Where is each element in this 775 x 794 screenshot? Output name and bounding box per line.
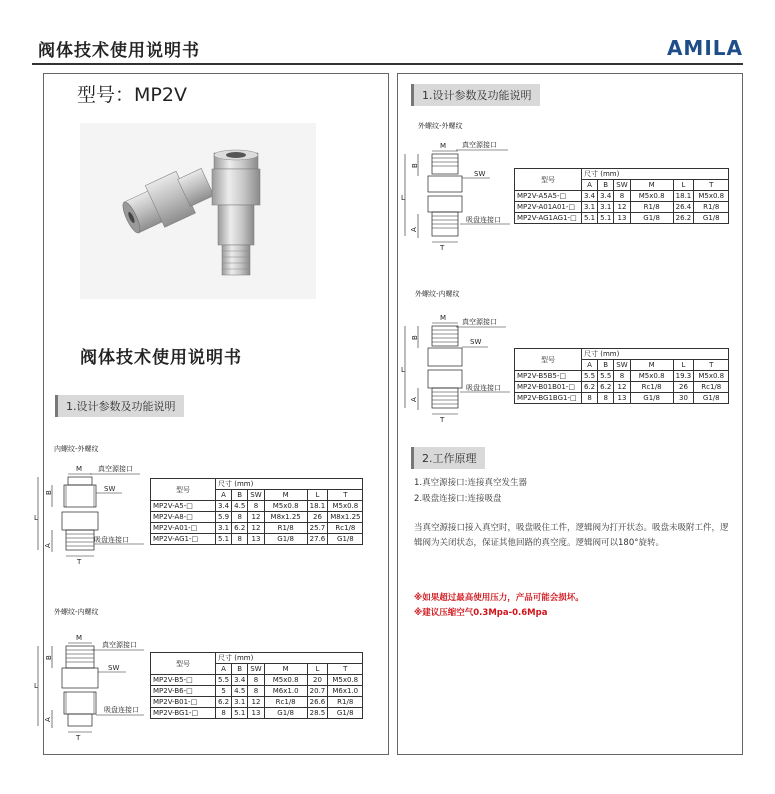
table-cell: M5x0.8 — [630, 371, 673, 382]
table-cell: 3.1 — [216, 523, 232, 534]
table-cell: M8x1.25 — [328, 512, 363, 523]
table-cell: 6.2 — [598, 382, 614, 393]
label-l: L — [34, 682, 38, 690]
table-row — [515, 393, 729, 404]
table-cell: 3.4 — [582, 191, 598, 202]
table-header-model: 型号 — [515, 349, 582, 371]
table-header-model: 型号 — [151, 479, 216, 501]
column-header: L — [307, 490, 328, 501]
label-b: B — [411, 335, 419, 340]
column-header: L — [307, 664, 328, 675]
product-photo — [80, 123, 316, 299]
column-header: T — [694, 180, 729, 191]
label-a: A — [44, 717, 52, 722]
group-title: 内螺纹-外螺纹 — [54, 445, 99, 453]
table-cell: 3.1 — [232, 697, 248, 708]
table-cell: 12 — [248, 523, 264, 534]
table-cell: M5x0.8 — [694, 371, 729, 382]
table-cell-model: MP2V-A01-□ — [151, 523, 216, 534]
table-cell: Rc1/8 — [694, 382, 729, 393]
label-port-bottom: 吸盘连接口 — [94, 536, 129, 544]
table-cell: M8x1.25 — [264, 512, 307, 523]
table-header-model: 型号 — [515, 169, 582, 191]
table-cell: 8 — [614, 371, 630, 382]
table-cell: 26.4 — [673, 202, 694, 213]
table-cell: 8 — [248, 686, 264, 697]
table-cell: 13 — [614, 213, 630, 224]
table-cell: M5x0.8 — [630, 191, 673, 202]
spec-table — [514, 168, 729, 224]
table-cell: M6x1.0 — [264, 686, 307, 697]
table-row — [151, 523, 363, 534]
table-cell: M5x0.8 — [264, 675, 307, 686]
table-cell: G1/8 — [630, 393, 673, 404]
label-sw: SW — [108, 664, 120, 672]
group-title: 外螺纹-内螺纹 — [54, 608, 99, 616]
table-cell: 3.1 — [598, 202, 614, 213]
label-a: A — [410, 397, 418, 402]
table-header-dimensions: 尺寸 (mm) — [216, 479, 363, 490]
section-heading-design: 1.设计参数及功能说明 — [55, 395, 184, 417]
table-row — [151, 501, 363, 512]
column-header: L — [673, 180, 694, 191]
column-header: B — [598, 360, 614, 371]
table-cell: 5.5 — [216, 675, 232, 686]
group-title: 外螺纹-外螺纹 — [418, 122, 463, 130]
table-cell: G1/8 — [694, 213, 729, 224]
table-cell: M5x0.8 — [328, 501, 363, 512]
label-t: T — [77, 558, 82, 566]
table-header-dimensions: 尺寸 (mm) — [216, 653, 363, 664]
table-cell: 8 — [232, 534, 248, 545]
principle-line: 2.吸盘连接口:连接吸盘 — [414, 494, 502, 504]
table-cell: G1/8 — [694, 393, 729, 404]
label-t: T — [76, 734, 81, 742]
section-heading-design: 1.设计参数及功能说明 — [411, 84, 540, 106]
label-m: M — [440, 142, 447, 150]
table-cell: 13 — [248, 708, 264, 719]
column-header: M — [630, 180, 673, 191]
label-b: B — [45, 490, 53, 495]
table-cell: 5.5 — [582, 371, 598, 382]
table-cell: 12 — [248, 697, 264, 708]
column-header: T — [328, 490, 363, 501]
table-cell: R1/8 — [264, 523, 307, 534]
label-t: T — [440, 416, 445, 424]
table-cell: G1/8 — [328, 534, 363, 545]
table-cell: 6.2 — [232, 523, 248, 534]
label-b: B — [45, 655, 53, 660]
table-cell-model: MP2V-B01-□ — [151, 697, 216, 708]
table-cell: 18.1 — [307, 501, 328, 512]
table-cell: 6.2 — [216, 697, 232, 708]
table-cell: G1/8 — [630, 213, 673, 224]
table-row — [151, 512, 363, 523]
table-cell-model: MP2V-B5-□ — [151, 675, 216, 686]
table-cell: 18.1 — [673, 191, 694, 202]
table-row — [515, 371, 729, 382]
table-cell-model: MP2V-BG1BG1-□ — [515, 393, 582, 404]
table-cell: 12 — [248, 512, 264, 523]
table-cell-model: MP2V-B6-□ — [151, 686, 216, 697]
table-cell: 26 — [673, 382, 694, 393]
table-row — [515, 213, 729, 224]
table-cell-model: MP2V-A5A5-□ — [515, 191, 582, 202]
column-header: B — [232, 490, 248, 501]
table-cell: Rc1/8 — [630, 382, 673, 393]
table-cell-model: MP2V-BG1-□ — [151, 708, 216, 719]
table-cell: G1/8 — [264, 708, 307, 719]
label-sw: SW — [474, 170, 486, 178]
table-cell: 8 — [582, 393, 598, 404]
section-heading-principle: 2.工作原理 — [411, 447, 485, 469]
table-cell: 5.1 — [598, 213, 614, 224]
warning-note: ※建议压缩空气0.3Mpa-0.6Mpa — [414, 608, 548, 618]
table-cell: 27.6 — [307, 534, 328, 545]
table-row — [151, 708, 363, 719]
label-port-top: 真空源接口 — [98, 465, 133, 473]
label-a: A — [410, 227, 418, 232]
table-cell: 26.2 — [673, 213, 694, 224]
table-cell: 5.9 — [216, 512, 232, 523]
label-port-bottom: 吸盘连接口 — [104, 706, 139, 714]
label-port-top: 真空源接口 — [462, 318, 497, 326]
table-cell: 20 — [307, 675, 328, 686]
table-cell-model: MP2V-A8-□ — [151, 512, 216, 523]
table-cell: R1/8 — [630, 202, 673, 213]
table-header-model: 型号 — [151, 653, 216, 675]
column-header: SW — [614, 360, 630, 371]
table-cell: 5 — [216, 686, 232, 697]
table-row — [515, 202, 729, 213]
table-cell: 13 — [614, 393, 630, 404]
table-cell: 3.4 — [232, 675, 248, 686]
fitting-drawing — [398, 138, 514, 250]
table-cell: 8 — [216, 708, 232, 719]
table-cell: 5.1 — [582, 213, 598, 224]
table-cell: 8 — [248, 501, 264, 512]
table-cell: 12 — [614, 202, 630, 213]
table-cell: R1/8 — [694, 202, 729, 213]
principle-line: 1.真空源接口:连接真空发生器 — [414, 478, 527, 488]
label-l: L — [401, 366, 405, 374]
table-cell: 20.7 — [307, 686, 328, 697]
fitting-drawing — [398, 310, 514, 422]
table-cell: 6.2 — [582, 382, 598, 393]
column-header: A — [216, 664, 232, 675]
table-cell: 8 — [598, 393, 614, 404]
table-cell: 3.1 — [582, 202, 598, 213]
table-cell: 3.4 — [598, 191, 614, 202]
label-port-bottom: 吸盘连接口 — [466, 216, 501, 224]
table-cell: G1/8 — [264, 534, 307, 545]
table-cell: 8 — [248, 675, 264, 686]
table-cell: 8 — [232, 512, 248, 523]
table-cell-model: MP2V-A01A01-□ — [515, 202, 582, 213]
principle-description: 当真空源接口接入真空时，吸盘吸住工件，逻辑阀为打开状态。吸盘未吸附工件，逻辑阀为关闭状态，保证其他回路的真空度。逻辑阀可以180°旋转。 — [414, 523, 729, 548]
column-header: L — [673, 360, 694, 371]
table-cell: M6x1.0 — [328, 686, 363, 697]
column-header: M — [630, 360, 673, 371]
group-title: 外螺纹-内螺纹 — [415, 290, 460, 298]
column-header: A — [582, 180, 598, 191]
label-port-bottom: 吸盘连接口 — [466, 384, 501, 392]
label-sw: SW — [470, 338, 482, 346]
column-header: T — [694, 360, 729, 371]
table-row — [151, 686, 363, 697]
column-header: SW — [248, 664, 264, 675]
table-cell-model: MP2V-AG1AG1-□ — [515, 213, 582, 224]
table-cell: 5.1 — [232, 708, 248, 719]
manual-subtitle: 阀体技术使用说明书 — [80, 348, 242, 368]
label-m: M — [440, 314, 447, 322]
table-cell: 30 — [673, 393, 694, 404]
label-sw: SW — [104, 485, 116, 493]
table-cell: M5x0.8 — [328, 675, 363, 686]
table-cell: R1/8 — [328, 697, 363, 708]
table-cell-model: MP2V-B01B01-□ — [515, 382, 582, 393]
table-row — [151, 675, 363, 686]
brand-logo: AMILA — [666, 36, 743, 60]
label-port-top: 真空源接口 — [102, 641, 137, 649]
table-cell: 26 — [307, 512, 328, 523]
table-row — [515, 382, 729, 393]
table-cell: 5.5 — [598, 371, 614, 382]
label-t: T — [440, 244, 445, 252]
column-header: A — [216, 490, 232, 501]
table-row — [151, 534, 363, 545]
label-m: M — [76, 634, 83, 642]
table-row — [151, 697, 363, 708]
table-cell: 26.6 — [307, 697, 328, 708]
table-header-dimensions: 尺寸 (mm) — [582, 169, 729, 180]
table-cell: 19.3 — [673, 371, 694, 382]
fitting-drawing — [30, 630, 150, 742]
table-header-dimensions: 尺寸 (mm) — [582, 349, 729, 360]
table-cell-model: MP2V-B5B5-□ — [515, 371, 582, 382]
table-cell: 12 — [614, 382, 630, 393]
table-cell: 25.7 — [307, 523, 328, 534]
column-header: B — [232, 664, 248, 675]
table-cell: 4.5 — [232, 686, 248, 697]
column-header: A — [582, 360, 598, 371]
column-header: SW — [248, 490, 264, 501]
label-b: B — [411, 163, 419, 168]
label-a: A — [44, 543, 52, 548]
label-l: L — [34, 514, 38, 522]
table-cell: M5x0.8 — [694, 191, 729, 202]
table-cell: 28.5 — [307, 708, 328, 719]
label-port-top: 真空源接口 — [462, 141, 497, 149]
table-cell: 13 — [248, 534, 264, 545]
table-cell: 3.4 — [216, 501, 232, 512]
header-rule — [32, 63, 743, 65]
table-cell: Rc1/8 — [264, 697, 307, 708]
table-cell: 8 — [614, 191, 630, 202]
fitting-drawing — [30, 460, 150, 570]
column-header: M — [264, 664, 307, 675]
table-cell: Rc1/8 — [328, 523, 363, 534]
table-cell: 4.5 — [232, 501, 248, 512]
model-label: 型号：MP2V — [77, 84, 187, 106]
spec-table — [150, 652, 363, 719]
spec-table — [150, 478, 363, 545]
label-m: M — [76, 465, 83, 473]
table-cell-model: MP2V-A5-□ — [151, 501, 216, 512]
table-cell-model: MP2V-AG1-□ — [151, 534, 216, 545]
table-cell: M5x0.8 — [264, 501, 307, 512]
table-cell: 5.1 — [216, 534, 232, 545]
table-row — [515, 191, 729, 202]
page-title: 阀体技术使用说明书 — [38, 41, 200, 61]
spec-table — [514, 348, 729, 404]
label-l: L — [401, 194, 405, 202]
table-cell: G1/8 — [328, 708, 363, 719]
column-header: SW — [614, 180, 630, 191]
warning-note: ※如果超过最高使用压力，产品可能会损坏。 — [414, 593, 584, 603]
column-header: T — [328, 664, 363, 675]
column-header: M — [264, 490, 307, 501]
column-header: B — [598, 180, 614, 191]
